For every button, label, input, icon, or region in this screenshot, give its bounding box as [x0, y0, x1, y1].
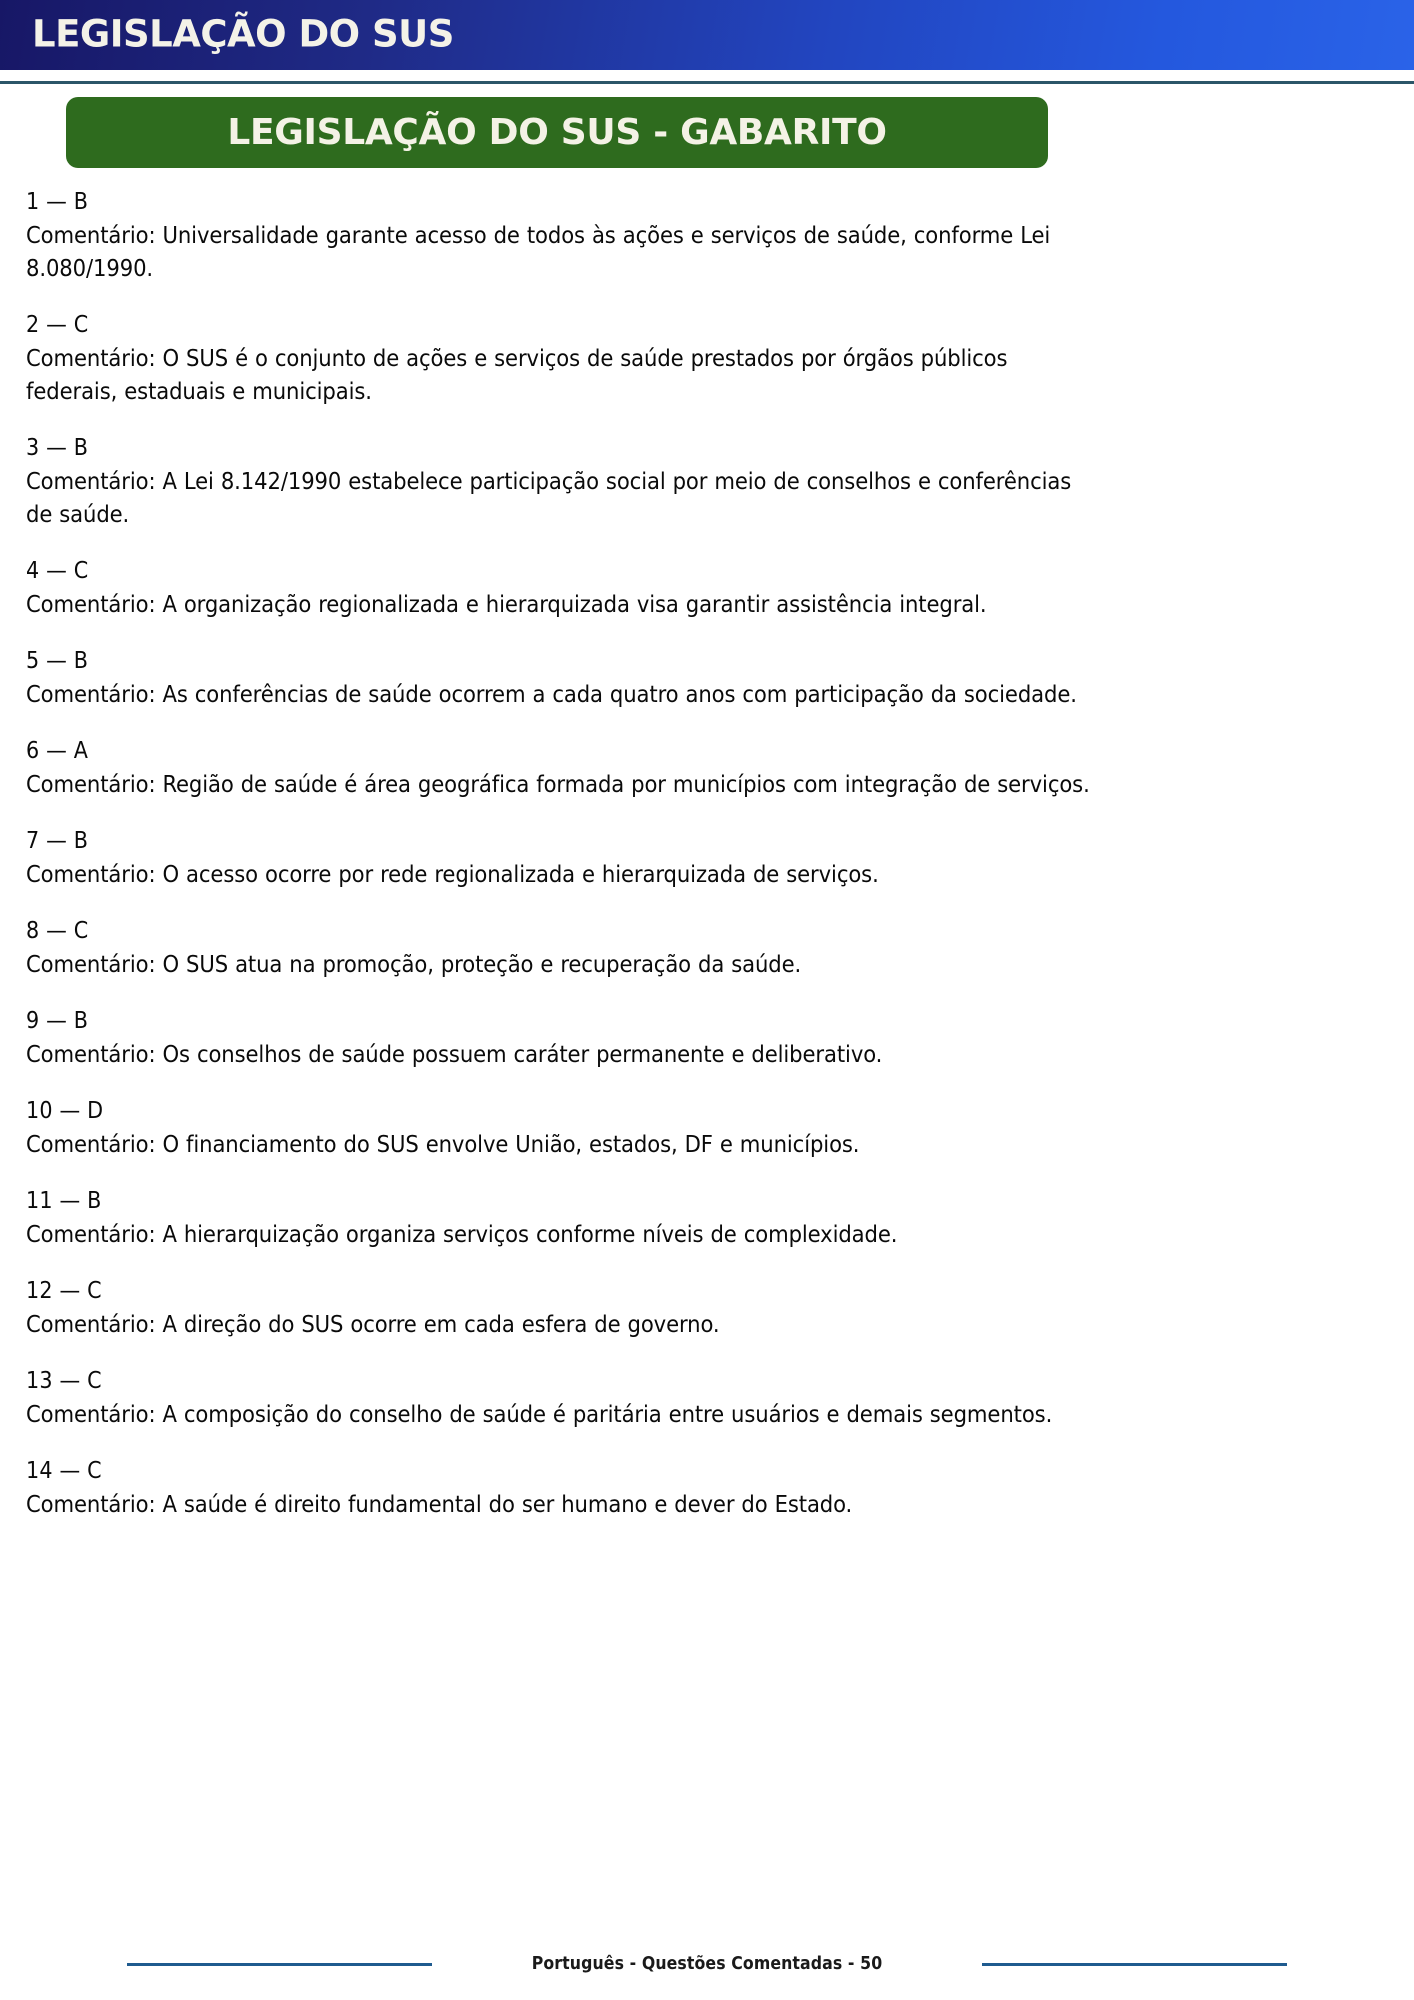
answer-comment: Comentário: O SUS é o conjunto de ações e serviços de saúde prestados por órgãos públicos federais, estaduais e municipais. [26, 344, 1008, 405]
answer-block [26, 1005, 1100, 1071]
answer-key: 12 — C [26, 1278, 102, 1304]
answer-key: 3 — B [26, 435, 89, 461]
answer-block [26, 1455, 1100, 1521]
answer-comment: Comentário: Universalidade garante acesso de todos às ações e serviços de saúde, conforme Lei 8.080/1990. [26, 221, 1051, 282]
answer-comment: Comentário: O financiamento do SUS envolve União, estados, DF e municípios. [26, 1130, 860, 1158]
top-banner [0, 0, 1414, 70]
answer-block [26, 735, 1100, 801]
answer-comment: Comentário: A hierarquização organiza serviços conforme níveis de complexidade. [26, 1220, 898, 1248]
answer-block [26, 309, 1100, 408]
page-footer [0, 1944, 1414, 1984]
top-banner-title: LEGISLAÇÃO DO SUS [32, 12, 454, 56]
answer-key: 13 — C [26, 1368, 102, 1394]
answer-key: 2 — C [26, 312, 89, 338]
answer-comment: Comentário: Os conselhos de saúde possuem caráter permanente e deliberativo. [26, 1040, 883, 1068]
answer-block [26, 432, 1100, 531]
answer-block [26, 1095, 1100, 1161]
footer-rule-left [127, 1963, 432, 1966]
answer-block [26, 1365, 1100, 1431]
answer-key-list [26, 186, 1100, 1545]
answer-block [26, 555, 1100, 621]
answer-key: 1 — B [26, 189, 89, 215]
gabarito-title-bar [66, 97, 1048, 168]
answer-block [26, 825, 1100, 891]
answer-comment: Comentário: A saúde é direito fundamental do ser humano e dever do Estado. [26, 1490, 853, 1518]
answer-block [26, 186, 1100, 285]
answer-comment: Comentário: A direção do SUS ocorre em cada esfera de governo. [26, 1310, 720, 1338]
answer-key: 7 — B [26, 828, 89, 854]
footer-label: Português - Questões Comentadas - 50 [531, 1954, 883, 1974]
answer-key: 6 — A [26, 738, 89, 764]
answer-block [26, 1275, 1100, 1341]
answer-comment: Comentário: Região de saúde é área geográfica formada por municípios com integração de serviços. [26, 770, 1090, 798]
answer-key: 5 — B [26, 648, 89, 674]
footer-rule-right [982, 1963, 1287, 1966]
answer-comment: Comentário: A organização regionalizada e hierarquizada visa garantir assistência integral. [26, 590, 987, 618]
header-divider-rule [0, 81, 1414, 84]
gabarito-title-text: LEGISLAÇÃO DO SUS - GABARITO [227, 111, 887, 153]
answer-comment: Comentário: O SUS atua na promoção, proteção e recuperação da saúde. [26, 950, 802, 978]
answer-key: 4 — C [26, 558, 89, 584]
answer-block [26, 645, 1100, 711]
answer-comment: Comentário: As conferências de saúde ocorrem a cada quatro anos com participação da sociedade. [26, 680, 1077, 708]
answer-comment: Comentário: A Lei 8.142/1990 estabelece participação social por meio de conselhos e conferências de saúde. [26, 467, 1072, 528]
answer-key: 10 — D [26, 1098, 104, 1124]
answer-key: 9 — B [26, 1008, 89, 1034]
answer-key: 11 — B [26, 1188, 102, 1214]
answer-key: 8 — C [26, 918, 89, 944]
answer-comment: Comentário: O acesso ocorre por rede regionalizada e hierarquizada de serviços. [26, 860, 879, 888]
answer-block [26, 915, 1100, 981]
answer-comment: Comentário: A composição do conselho de saúde é paritária entre usuários e demais segmentos. [26, 1400, 1053, 1428]
answer-key: 14 — C [26, 1458, 102, 1484]
answer-block [26, 1185, 1100, 1251]
